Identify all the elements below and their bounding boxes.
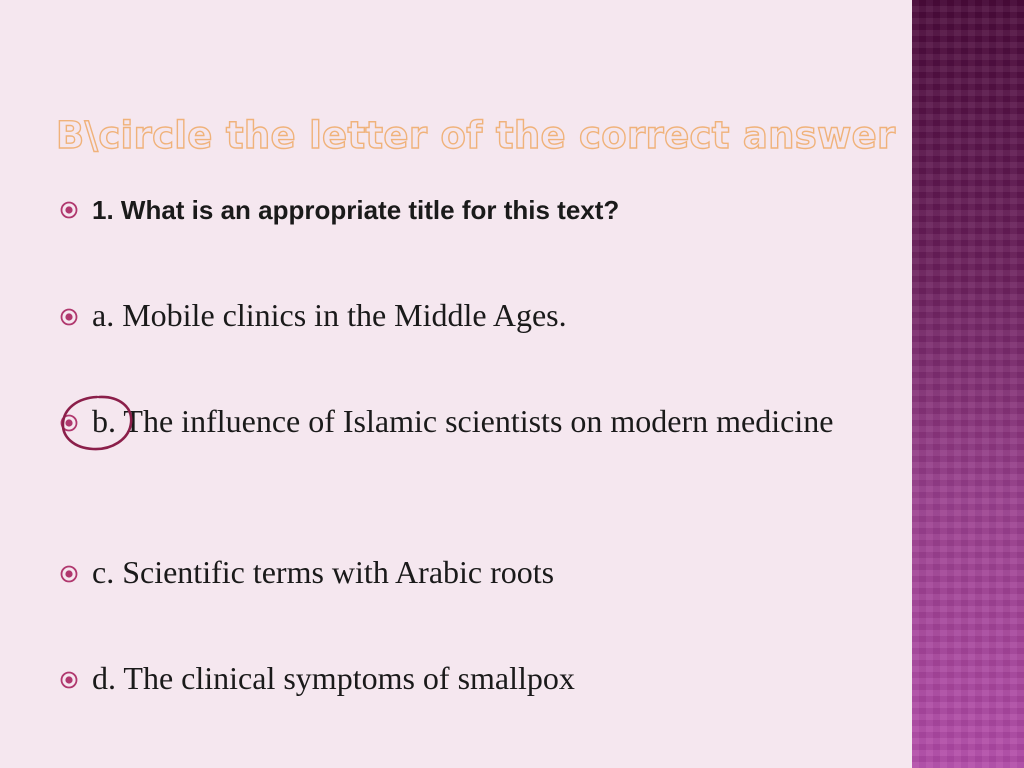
option-c-text: c. Scientific terms with Arabic roots bbox=[92, 554, 555, 590]
option-d-text: d. The clinical symptoms of smallpox bbox=[92, 660, 575, 696]
answer-circle-mark bbox=[59, 393, 135, 453]
circle-bullet-icon bbox=[60, 308, 78, 326]
slide-heading: B\circle the letter of the correct answer bbox=[56, 114, 896, 157]
decorative-side-band bbox=[912, 0, 1024, 768]
circle-bullet-icon bbox=[60, 201, 78, 219]
question-text: 1. What is an appropriate title for this text? bbox=[92, 195, 620, 225]
option-a-text: a. Mobile clinics in the Middle Ages. bbox=[92, 297, 567, 333]
circle-bullet-icon bbox=[60, 565, 78, 583]
circle-bullet-icon bbox=[60, 671, 78, 689]
option-b-text: b. The influence of Islamic scientists on modern medicine bbox=[92, 403, 834, 439]
